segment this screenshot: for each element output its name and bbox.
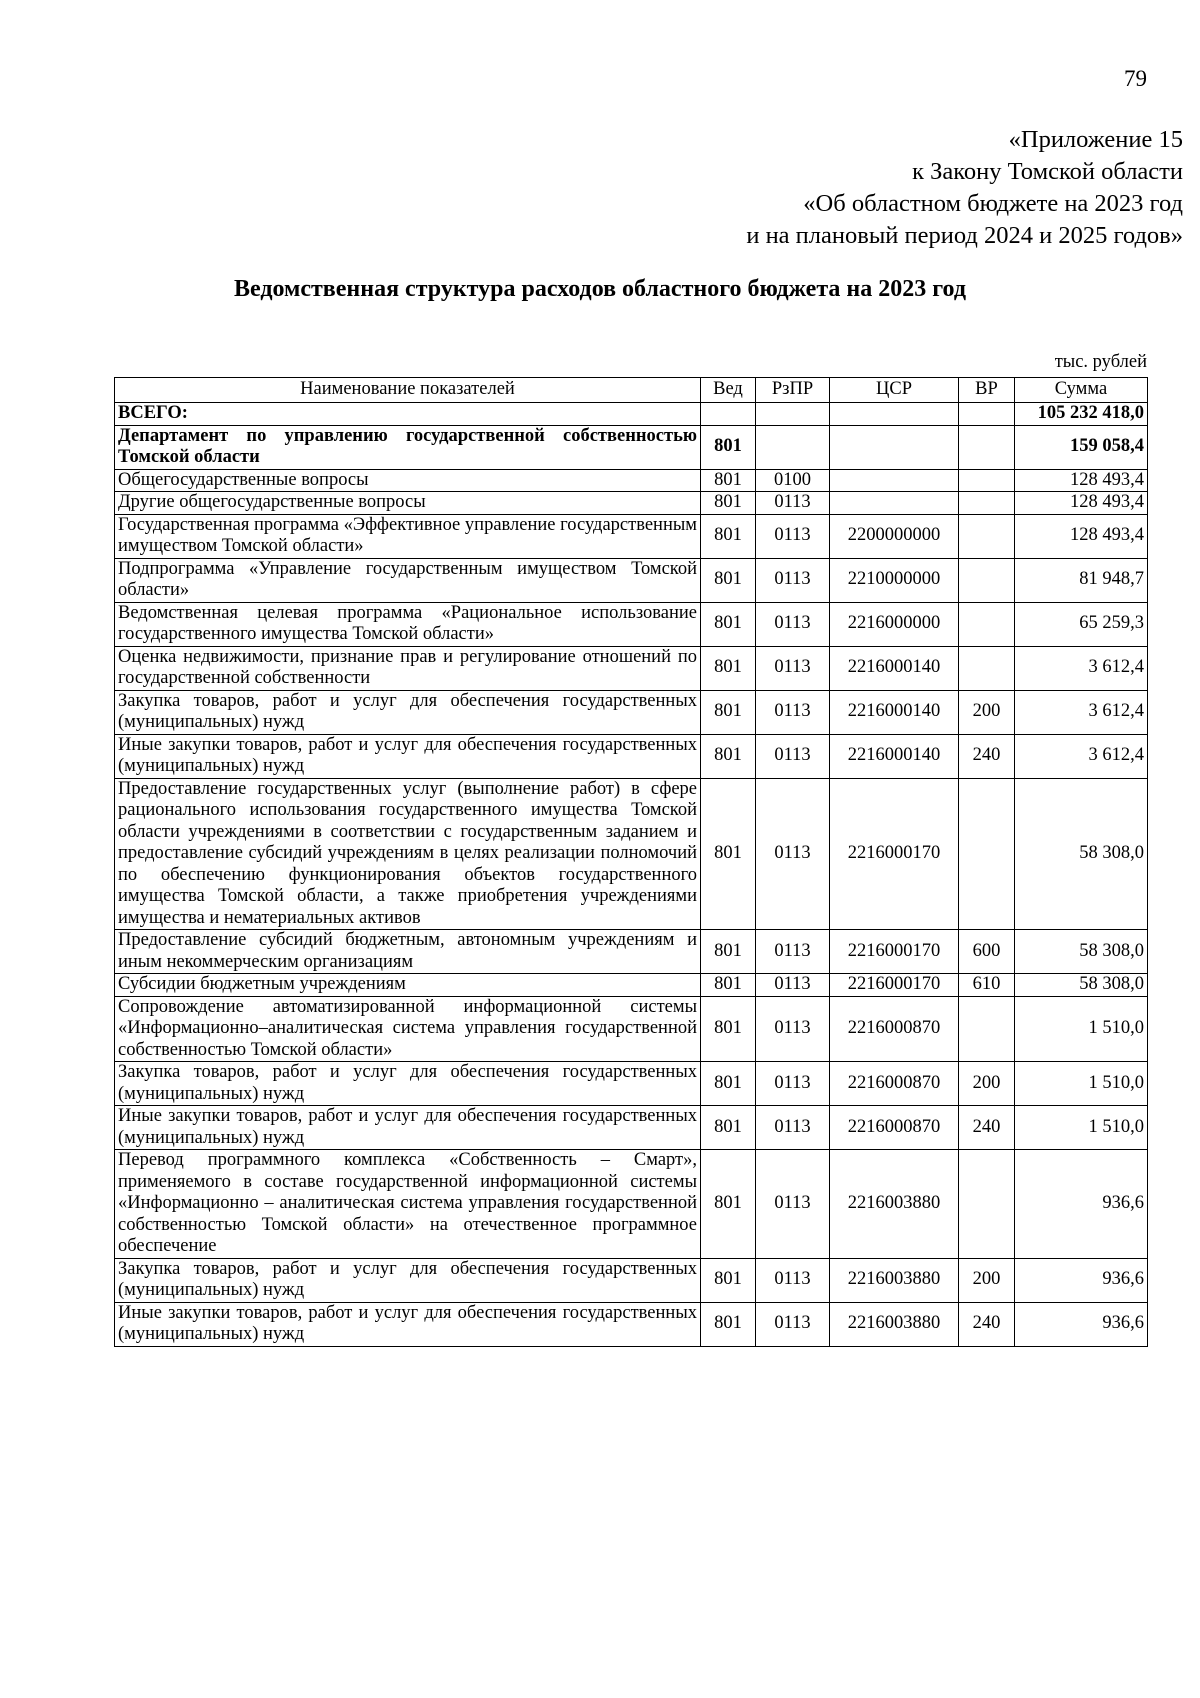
- table-row: [115, 425, 1148, 469]
- cell-csr: 2216000870: [830, 1106, 959, 1150]
- cell-sum: 105 232 418,0: [1015, 403, 1148, 426]
- cell-vr: [959, 469, 1015, 492]
- cell-vr: [959, 1150, 1015, 1259]
- cell-ved: [701, 403, 756, 426]
- appendix-line: «Приложение 15: [1008, 126, 1183, 153]
- cell-ved: 801: [701, 778, 756, 930]
- cell-ved: 801: [701, 1150, 756, 1259]
- table-row: [115, 558, 1148, 602]
- cell-vr: [959, 492, 1015, 515]
- cell-vr: [959, 996, 1015, 1062]
- cell-sum: 58 308,0: [1015, 930, 1148, 974]
- cell-vr: 600: [959, 930, 1015, 974]
- header-csr: ЦСР: [830, 378, 959, 403]
- cell-rzpr: 0113: [756, 974, 830, 997]
- cell-rzpr: [756, 403, 830, 426]
- cell-name: Предоставление субсидий бюджетным, автономным учреждениям и иным некоммерческим организациям: [115, 930, 701, 974]
- cell-sum: 1 510,0: [1015, 1062, 1148, 1106]
- table-row: [115, 403, 1148, 426]
- table-row: [115, 492, 1148, 515]
- table-row: [115, 469, 1148, 492]
- cell-name: Закупка товаров, работ и услуг для обеспечения государственных (муниципальных) нужд: [115, 1062, 701, 1106]
- cell-rzpr: 0113: [756, 1302, 830, 1346]
- table-row: [115, 1150, 1148, 1259]
- cell-sum: 1 510,0: [1015, 1106, 1148, 1150]
- cell-name: Иные закупки товаров, работ и услуг для обеспечения государственных (муниципальных) нужд: [115, 734, 701, 778]
- cell-ved: 801: [701, 469, 756, 492]
- cell-rzpr: 0113: [756, 930, 830, 974]
- cell-rzpr: 0113: [756, 690, 830, 734]
- cell-name: Оценка недвижимости, признание прав и регулирование отношений по государственной собственности: [115, 646, 701, 690]
- cell-sum: 936,6: [1015, 1258, 1148, 1302]
- cell-csr: 2216000170: [830, 974, 959, 997]
- cell-name: Перевод программного комплекса «Собственность – Смарт», применяемого в составе государственной информационной системы «Информационно – аналитическая система управления государственной собственностью Томской области» на отечественное программное обеспечение: [115, 1150, 701, 1259]
- cell-rzpr: 0113: [756, 558, 830, 602]
- appendix-line: «Об областном бюджете на 2023 год: [803, 190, 1183, 217]
- table-row: [115, 778, 1148, 930]
- cell-rzpr: 0113: [756, 734, 830, 778]
- cell-vr: [959, 403, 1015, 426]
- units-label: тыс. рублей: [1054, 352, 1147, 372]
- table-row: [115, 1258, 1148, 1302]
- cell-name: Иные закупки товаров, работ и услуг для обеспечения государственных (муниципальных) нужд: [115, 1302, 701, 1346]
- cell-csr: 2216000000: [830, 602, 959, 646]
- cell-sum: 159 058,4: [1015, 425, 1148, 469]
- table-row: [115, 1302, 1148, 1346]
- cell-ved: 801: [701, 1258, 756, 1302]
- cell-name: Департамент по управлению государственной собственностью Томской области: [115, 425, 701, 469]
- cell-sum: 65 259,3: [1015, 602, 1148, 646]
- cell-sum: 936,6: [1015, 1150, 1148, 1259]
- header-ved: Вед: [701, 378, 756, 403]
- header-rzpr: РзПР: [756, 378, 830, 403]
- cell-name: Субсидии бюджетным учреждениям: [115, 974, 701, 997]
- cell-csr: [830, 492, 959, 515]
- cell-ved: 801: [701, 734, 756, 778]
- table-row: [115, 1062, 1148, 1106]
- cell-csr: 2216000170: [830, 778, 959, 930]
- cell-vr: [959, 646, 1015, 690]
- table-row: [115, 514, 1148, 558]
- table-row: [115, 930, 1148, 974]
- table-body: [115, 403, 1148, 1347]
- cell-csr: 2216000870: [830, 1062, 959, 1106]
- cell-rzpr: 0100: [756, 469, 830, 492]
- cell-name: ВСЕГО:: [115, 403, 701, 426]
- cell-ved: 801: [701, 690, 756, 734]
- cell-name: Другие общегосударственные вопросы: [115, 492, 701, 515]
- cell-ved: 801: [701, 425, 756, 469]
- cell-ved: 801: [701, 996, 756, 1062]
- cell-sum: 128 493,4: [1015, 514, 1148, 558]
- cell-sum: 3 612,4: [1015, 646, 1148, 690]
- appendix-line: и на плановый период 2024 и 2025 годов»: [746, 222, 1183, 249]
- cell-rzpr: [756, 425, 830, 469]
- cell-rzpr: 0113: [756, 996, 830, 1062]
- cell-sum: 128 493,4: [1015, 469, 1148, 492]
- cell-rzpr: 0113: [756, 778, 830, 930]
- cell-name: Подпрограмма «Управление государственным имуществом Томской области»: [115, 558, 701, 602]
- cell-csr: [830, 403, 959, 426]
- page-number: 79: [1124, 66, 1147, 91]
- cell-ved: 801: [701, 514, 756, 558]
- cell-ved: 801: [701, 492, 756, 515]
- cell-csr: 2216003880: [830, 1150, 959, 1259]
- cell-vr: [959, 514, 1015, 558]
- cell-csr: 2216000870: [830, 996, 959, 1062]
- table-row: [115, 1106, 1148, 1150]
- cell-rzpr: 0113: [756, 1258, 830, 1302]
- cell-vr: 240: [959, 734, 1015, 778]
- cell-rzpr: 0113: [756, 1062, 830, 1106]
- cell-rzpr: 0113: [756, 492, 830, 515]
- cell-sum: 3 612,4: [1015, 690, 1148, 734]
- cell-ved: 801: [701, 974, 756, 997]
- cell-name: Закупка товаров, работ и услуг для обеспечения государственных (муниципальных) нужд: [115, 690, 701, 734]
- cell-vr: 240: [959, 1302, 1015, 1346]
- cell-name: Сопровождение автоматизированной информационной системы «Информационно–аналитическая система управления государственной собственностью Томской области»: [115, 996, 701, 1062]
- cell-vr: 610: [959, 974, 1015, 997]
- cell-vr: 240: [959, 1106, 1015, 1150]
- cell-name: Ведомственная целевая программа «Рациональное использование государственного имущества Томской области»: [115, 602, 701, 646]
- table-header-row: [115, 378, 1148, 403]
- table-row: [115, 602, 1148, 646]
- cell-vr: 200: [959, 690, 1015, 734]
- cell-rzpr: 0113: [756, 1106, 830, 1150]
- header-vr: ВР: [959, 378, 1015, 403]
- appendix-header: [746, 124, 1183, 252]
- cell-csr: 2200000000: [830, 514, 959, 558]
- cell-name: Предоставление государственных услуг (выполнение работ) в сфере рационального использования государственного имущества Томской области учреждениями в соответствии с государственным заданием и предоставление субсидий учреждениям в целях реализации полномочий по обеспечению функционирования объектов государственного имущества Томской области, а также приобретения учреждениями имущества и нематериальных активов: [115, 778, 701, 930]
- cell-sum: 3 612,4: [1015, 734, 1148, 778]
- cell-ved: 801: [701, 1062, 756, 1106]
- cell-csr: 2216000140: [830, 646, 959, 690]
- cell-sum: 936,6: [1015, 1302, 1148, 1346]
- cell-csr: [830, 469, 959, 492]
- cell-ved: 801: [701, 1106, 756, 1150]
- cell-sum: 58 308,0: [1015, 778, 1148, 930]
- cell-vr: 200: [959, 1062, 1015, 1106]
- cell-name: Иные закупки товаров, работ и услуг для обеспечения государственных (муниципальных) нужд: [115, 1106, 701, 1150]
- header-name: Наименование показателей: [115, 378, 701, 403]
- header-sum: Сумма: [1015, 378, 1148, 403]
- document-title: Ведомственная структура расходов областного бюджета на 2023 год: [233, 276, 966, 302]
- table-row: [115, 974, 1148, 997]
- cell-csr: 2210000000: [830, 558, 959, 602]
- cell-rzpr: 0113: [756, 646, 830, 690]
- cell-csr: 2216000140: [830, 734, 959, 778]
- cell-ved: 801: [701, 930, 756, 974]
- cell-ved: 801: [701, 646, 756, 690]
- cell-rzpr: 0113: [756, 602, 830, 646]
- cell-ved: 801: [701, 558, 756, 602]
- cell-ved: 801: [701, 602, 756, 646]
- cell-ved: 801: [701, 1302, 756, 1346]
- cell-sum: 1 510,0: [1015, 996, 1148, 1062]
- cell-vr: [959, 425, 1015, 469]
- cell-sum: 58 308,0: [1015, 974, 1148, 997]
- appendix-line: к Закону Томской области: [912, 158, 1183, 185]
- cell-rzpr: 0113: [756, 1150, 830, 1259]
- budget-table: [114, 377, 1148, 1347]
- table-row: [115, 996, 1148, 1062]
- cell-vr: 200: [959, 1258, 1015, 1302]
- table-row: [115, 734, 1148, 778]
- cell-name: Закупка товаров, работ и услуг для обеспечения государственных (муниципальных) нужд: [115, 1258, 701, 1302]
- table-row: [115, 690, 1148, 734]
- cell-csr: 2216003880: [830, 1258, 959, 1302]
- cell-csr: 2216000140: [830, 690, 959, 734]
- cell-vr: [959, 558, 1015, 602]
- cell-name: Государственная программа «Эффективное управление государственным имуществом Томской области»: [115, 514, 701, 558]
- cell-vr: [959, 778, 1015, 930]
- table-row: [115, 646, 1148, 690]
- cell-name: Общегосударственные вопросы: [115, 469, 701, 492]
- cell-csr: 2216000170: [830, 930, 959, 974]
- cell-sum: 128 493,4: [1015, 492, 1148, 515]
- cell-csr: [830, 425, 959, 469]
- cell-csr: 2216003880: [830, 1302, 959, 1346]
- cell-sum: 81 948,7: [1015, 558, 1148, 602]
- cell-rzpr: 0113: [756, 514, 830, 558]
- cell-vr: [959, 602, 1015, 646]
